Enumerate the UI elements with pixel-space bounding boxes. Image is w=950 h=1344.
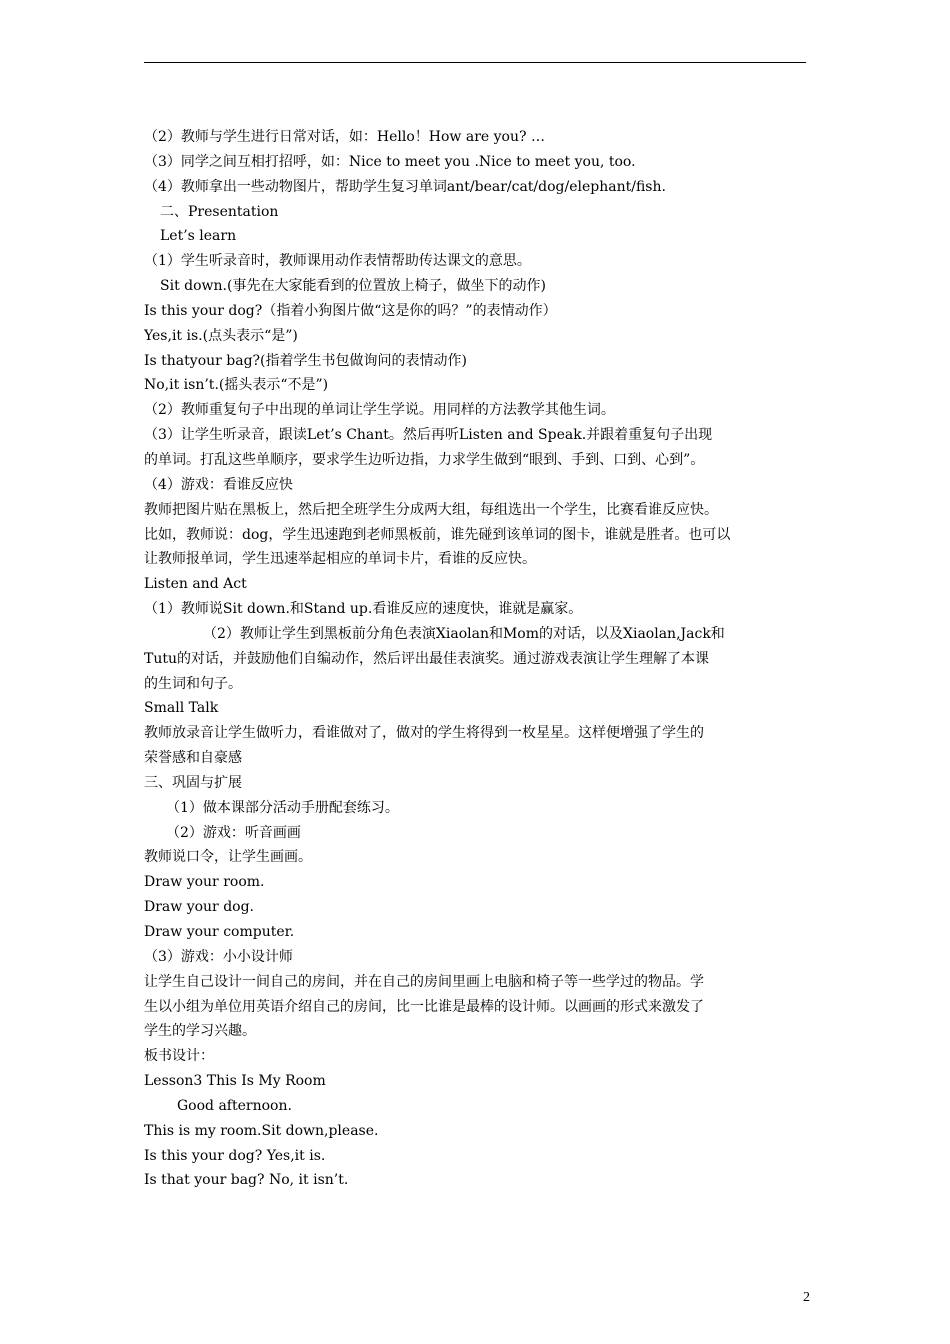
text-line: Draw your dog. [144, 899, 254, 916]
text-line: Good afternoon. [177, 1097, 292, 1114]
text-line: 生以小组为单位用英语介绍自己的房间，比一比谁是最棒的设计师。以画画的形式来激发了 [144, 998, 704, 1015]
text-line: （2）教师与学生进行日常对话，如：Hello！How are you? … [144, 129, 545, 145]
text-line: （2）教师重复句子中出现的单词让学生学说。用同样的方法教学其他生词。 [144, 402, 615, 419]
text-line: Is thatyour bag?(指着学生书包做询问的表情动作) [144, 352, 467, 369]
text-line: （4）教师拿出一些动物图片，帮助学生复习单词ant/bear/cat/dog/elephant/fish. [144, 178, 666, 195]
text-line: 的单词。打乱这些单顺序，要求学生边听边指，力求学生做到“眼到、手到、口到、心到”。 [144, 451, 705, 468]
text-line: （1）做本课部分活动手册配套练习。 [166, 799, 399, 816]
text-line: （1）学生听录音时，教师课用动作表情帮助传达课文的意思。 [144, 253, 531, 270]
text-line: 让学生自己设计一间自己的房间，并在自己的房间里画上电脑和椅子等一些学过的物品。学 [144, 973, 704, 990]
text-line: （2）游戏：听音画画 [166, 824, 301, 841]
text-line: 教师把图片贴在黑板上，然后把全班学生分成两大组，每组选出一个学生，比赛看谁反应快。 [144, 501, 718, 518]
text-line: （3）让学生听录音，跟读Let’s Chant。然后再听Listen and Speak.并跟着重复句子出现 [144, 427, 713, 444]
text-line: （3）游戏：小小设计师 [144, 948, 293, 965]
text-line: Small Talk [144, 700, 219, 717]
document-body [144, 125, 806, 1193]
text-line: 学生的学习兴趣。 [144, 1023, 256, 1040]
text-line: Sit down.(事先在大家能看到的位置放上椅子，做坐下的动作) [160, 278, 546, 295]
header-rule [144, 62, 806, 63]
text-line: 教师放录音让学生做听力，看谁做对了，做对的学生将得到一枚星星。这样便增强了学生的 [144, 725, 704, 742]
text-line: Yes,it is.(点头表示“是”) [144, 327, 298, 344]
text-line: （1）教师说Sit down.和Stand up.看谁反应的速度快，谁就是赢家。 [144, 601, 583, 618]
text-line: 让教师报单词，学生迅速举起相应的单词卡片，看谁的反应快。 [144, 551, 536, 568]
text-line: Lesson3 This Is My Room [144, 1073, 326, 1090]
text-line: Is this your dog?（指着小狗图片做“这是你的吗？”的表情动作） [144, 302, 557, 319]
text-line: 教师说口令，让学生画画。 [144, 849, 312, 866]
text-line: Draw your computer. [144, 924, 295, 940]
text-line: （3）同学之间互相打招呼，如：Nice to meet you .Nice to meet you, too. [144, 153, 636, 170]
text-line: No,it isn’t.(摇头表示“不是”) [144, 377, 329, 394]
text-line: This is my room.Sit down,please. [144, 1122, 379, 1139]
text-line: Tutu的对话，并鼓励他们自编动作，然后评出最佳表演奖。通过游戏表演让学生理解了本课 [144, 650, 709, 667]
text-line: Is this your dog? Yes,it is. [144, 1147, 326, 1164]
page-number: 2 [803, 1290, 810, 1305]
text-line: Is that your bag? No, it isn’t. [144, 1172, 349, 1189]
text-line: 二、Presentation [160, 203, 279, 220]
text-line: Draw your room. [144, 874, 265, 891]
text-line: 的生词和句子。 [144, 675, 242, 692]
text-line: 比如，教师说：dog，学生迅速跑到老师黑板前，谁先碰到该单词的图卡，谁就是胜者。也可以 [144, 526, 731, 543]
text-line: 荣誉感和自豪感 [144, 750, 242, 767]
text-line: 板书设计： [144, 1048, 214, 1065]
text-line: 三、巩固与扩展 [144, 774, 242, 791]
text-line: Let’s learn [160, 228, 237, 245]
text-line: （2）教师让学生到黑板前分角色表演Xiaolan和Mom的对话，以及Xiaolan,Jack和 [203, 625, 725, 642]
text-line: （4）游戏：看谁反应快 [144, 476, 293, 493]
text-line: Listen and Act [144, 576, 247, 593]
